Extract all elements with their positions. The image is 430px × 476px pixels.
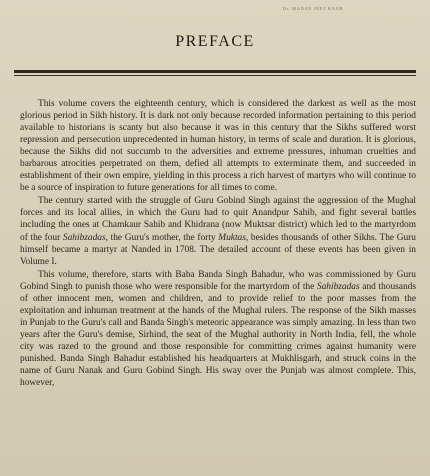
italic-term: Sahibzadas: [62, 232, 106, 243]
paragraph-3: [20, 269, 416, 389]
running-head: Dr. MADAN JEET KAUR: [283, 6, 344, 11]
body-text: [20, 98, 416, 389]
text-run: This volume, therefore, starts with Baba Banda Singh Bahadur, who was commissioned by Guru Gobind Singh to punish those who were responsible for the martyrdom of the: [20, 269, 416, 292]
italic-term: Sahibzadas: [316, 281, 360, 292]
title-rule-thick: [14, 70, 416, 73]
text-run: , besides thousands of other Sikhs. The Guru himself became a martyr at Nanded in 1708. The detailed account of these events has been given in Volume I.: [20, 232, 416, 267]
page-title: PREFACE: [175, 32, 255, 50]
text-run: , the Guru's mother, the forty: [105, 232, 219, 243]
paragraph-1: [20, 98, 416, 194]
text-run: The century started with the struggle of Guru Gobind Singh against the aggression of the Mughal forces and its local allies, in which the Guru had to quit Anandpur Sahib, and fight several battles including the ones at Chamkaur Sahib and Khidrana (now Muktsar district) which led to the martyrdom of the four: [20, 196, 416, 243]
text-run: and thousands of other innocent men, women and children, and to provide relief to the poor masses from the exploitation and inhuman treatment at the hands of the Mughal rulers. The response of the Sikh masses in Punjab to the Guru's call and Banda Singh's meteoric appearance was simply amazing. In less than two years after the Guru's demise, Sirhind, the seat of the Mughal authority in North India, fell, the whole city was razed to the ground and those responsible for committing crimes against humanity were punished. Banda Singh Bahadur established his headquarters at Mukhlisgarh, and struck coins in the name of Guru Nanak and Guru Gobind Singh. His sway over the Punjab was almost complete. This, however,: [20, 281, 416, 389]
title-rule-thin: [14, 75, 416, 76]
text-run: This volume covers the eighteenth century, which is considered the darkest as well as the most glorious period in Sikh history. It is dark not only because recorded information pertaining to this period available to historians is scanty but also because it was in this century that the Sikhs suffered worst repression and persecution unprecedented in human history, in terms of scale and duration. It is glorious, because the Sikhs did not succumb to the adversities and extreme pressures, inhuman cruelties and barbarous atrocities perpetrated on them, defied all attempts to exterminate them, and succeeded in establishment of their own empire, yielding in this process a rich harvest of martyrs who will continue to be a source of inspiration to future generations for all times to come.: [20, 99, 416, 194]
italic-term: Muktas: [218, 232, 246, 243]
paragraph-2: [20, 195, 416, 267]
